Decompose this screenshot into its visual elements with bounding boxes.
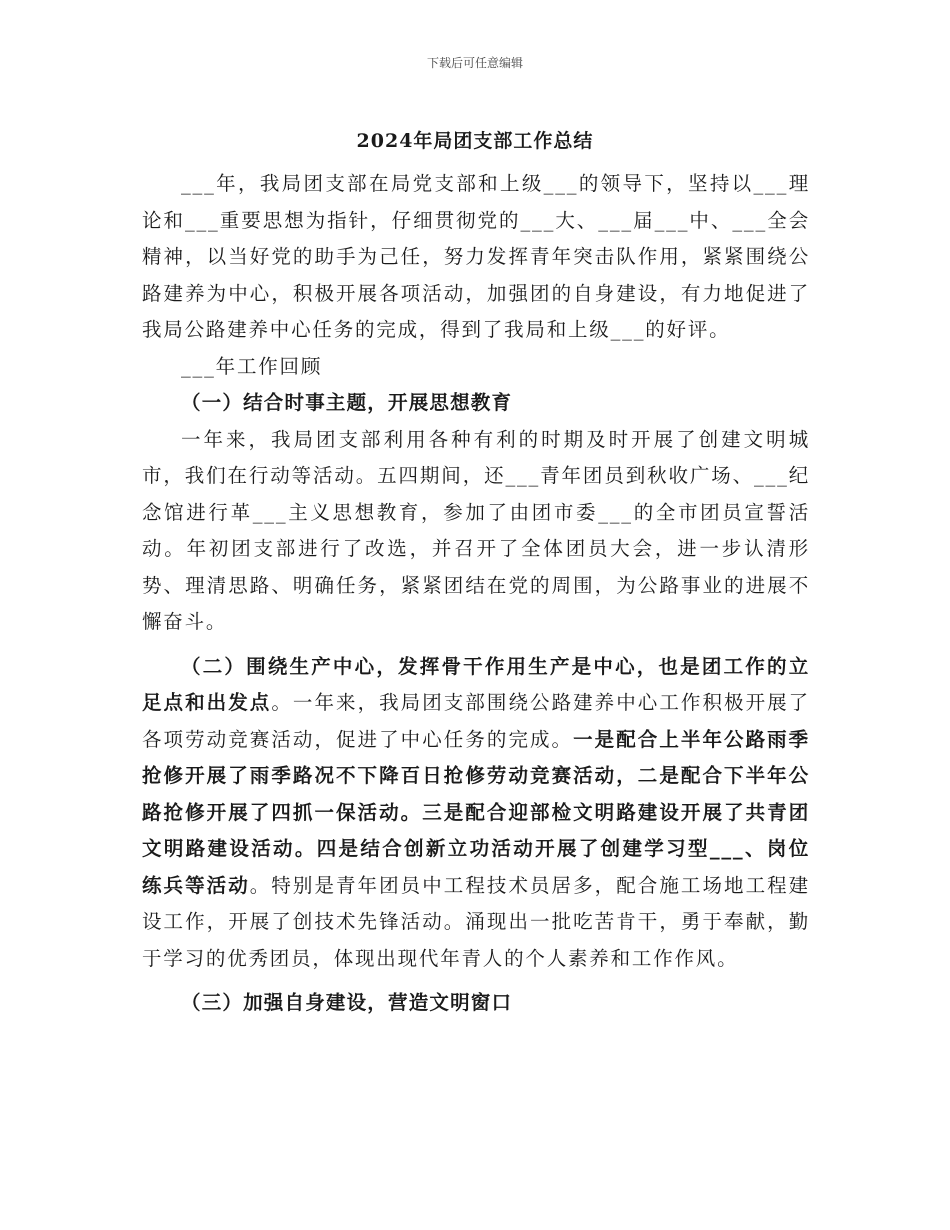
document-title: 2024年局团支部工作总结 bbox=[356, 130, 594, 152]
review-heading: ___年工作回顾 bbox=[181, 354, 323, 378]
section2-text-a: 。一年来，我局团支部围绕公路建养中心工作积极开展了各项劳动竞赛活动，促进了中心任务的完成。 bbox=[142, 691, 810, 751]
section-spacer bbox=[142, 977, 810, 985]
section3-heading: （三）加强自身建设，营造文明窗口 bbox=[181, 991, 513, 1014]
section2-heading: （二）围绕生产中心，发挥骨干作用生产是中心，也是团工作的立足点和出发点 bbox=[142, 654, 810, 714]
intro-paragraph: ___年，我局团支部在局党支部和上级___的领导下，坚持以___理论和___重要思想为指针，仔细贯彻党的___大、___届___中、___全会精神，以当好党的助手为己任，努力发挥青年突击队作用，紧紧围绕公路建养为中心，积极开展各项活动，加强团的自身建设，有力地促进了我局公路建养中心任务的完成，得到了我局和上级___的好评。 bbox=[142, 172, 810, 341]
section1-paragraph: 一年来，我局团支部利用各种有利的时期及时开展了创建文明城市，我们在行动等活动。五四期间，还___青年团员到秋收广场、___纪念馆进行革___主义思想教育，参加了由团市委___的全市团员宣誓活动。年初团支部进行了改选，并召开了全体团员大会，进一步认清形势、理清思路、明确任务，紧紧团结在党的周围，为公路事业的进展不懈奋斗。 bbox=[142, 427, 810, 633]
section2-bold-text: 一是配合上半年公路雨季抢修开展了雨季路况不下降百日抢修劳动竞赛活动，二是配合下半年公路抢修开展了四抓一保活动。三是配合迎部检文明路建设开展了共青团文明路建设活动。四是结合创新立功活动开展了创建学习型___、岗位练兵等活动 bbox=[142, 727, 810, 897]
section1-heading: （一）结合时事主题，开展思想教育 bbox=[181, 391, 513, 414]
header-note: 下载后可任意编辑 bbox=[426, 56, 523, 70]
document-body bbox=[142, 166, 810, 1022]
section-spacer bbox=[142, 641, 810, 649]
section2-text-b: 。特别是青年团员中工程技术员居多，配合施工场地工程建设工作，开展了创技术先锋活动。涌现出一批吃苦肯干，勇于奉献，勤于学习的优秀团员，体现出现代年青人的个人素养和工作作风。 bbox=[142, 873, 810, 970]
section2-paragraph bbox=[142, 649, 810, 978]
